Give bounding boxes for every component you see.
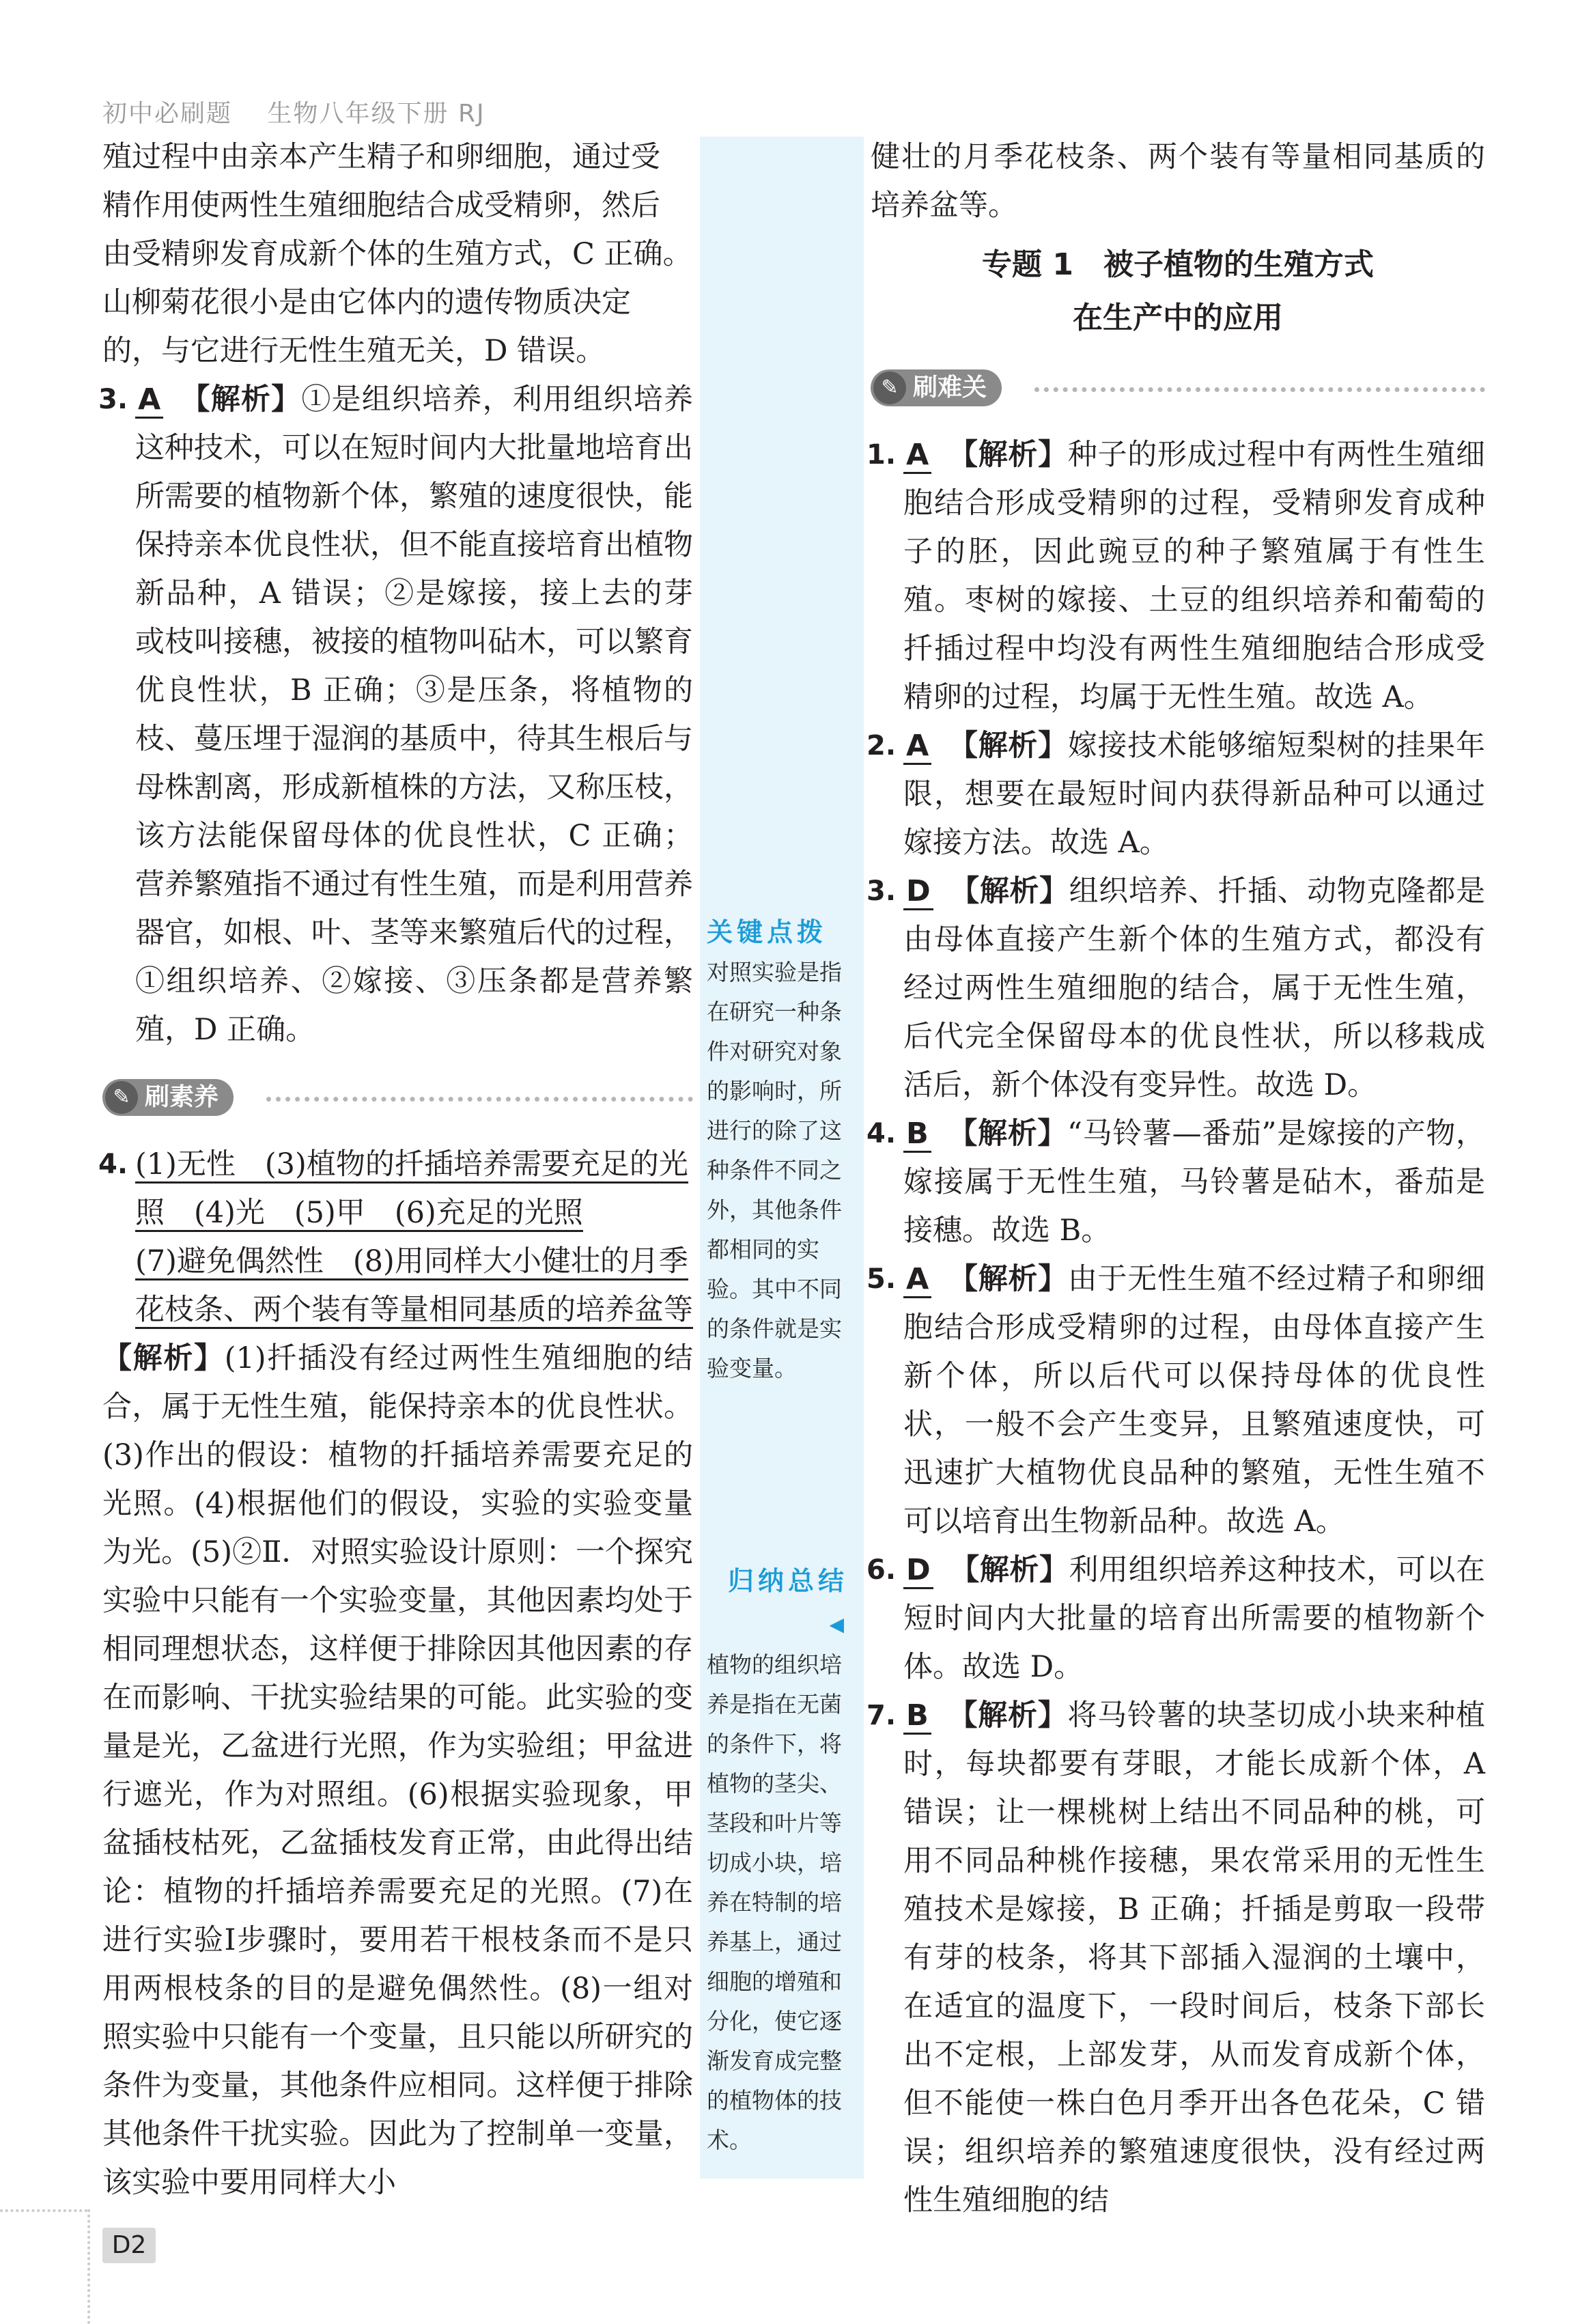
answer-letter: A <box>903 729 931 765</box>
answer-line <box>135 1237 693 1286</box>
answer-item-6 <box>867 1546 1486 1692</box>
analysis-text: 由于无性生殖不经过精子和卵细胞结合形成受精卵的过程，由母体直接产生新个体，所以后代可以保持母体的优良性状，一般不会产生变异，且繁殖速度快，可迅速扩大植物优良品种的繁殖，无性生殖不可以培育出生物新品种。故选 A。 <box>903 1262 1486 1539</box>
analysis-tag: 【解析】 <box>949 1553 1069 1587</box>
analysis-tag: 【解析】 <box>948 438 1068 472</box>
header-subject: 生物八年级下册 <box>267 100 449 128</box>
analysis-text: 利用组织培养这种技术，可以在短时间内大批量的培育出所需要的植物新个体。故选 D。 <box>903 1553 1486 1684</box>
analysis-tag: 【解析】 <box>949 874 1069 908</box>
answer-item-5 <box>867 1255 1486 1546</box>
answer-text: (1)无性 (3)植物的扦插培养需要充足的光 <box>135 1147 688 1184</box>
question-4-analysis <box>102 1334 693 2207</box>
question-number: 1. <box>867 439 897 471</box>
analysis-tag: 【解析】 <box>947 1117 1068 1151</box>
sidebar-heading <box>707 1560 860 1645</box>
section-badge-label: 刷难关 <box>913 374 987 402</box>
section-badge-label: 刷素养 <box>145 1083 219 1111</box>
question-number: 3. <box>98 384 128 415</box>
answer-text: (7)避免偶然性 (8)用同样大小健壮的月季 <box>135 1244 688 1280</box>
right-column <box>867 133 1486 2225</box>
question-number: 2. <box>867 730 897 761</box>
answer-item-2 <box>867 722 1486 867</box>
question-number: 4. <box>867 1118 897 1149</box>
answer-item-4 <box>867 1110 1486 1255</box>
question-number: 5. <box>867 1263 897 1295</box>
page-header <box>102 94 485 129</box>
analysis-tag: 【解析】 <box>948 1262 1068 1296</box>
answer-letter: A <box>903 438 931 474</box>
dotted-divider <box>266 1097 693 1102</box>
section-badge <box>871 369 1002 406</box>
analysis-tag: 【解析】 <box>180 382 302 417</box>
answer-letter: A <box>903 1262 931 1298</box>
intro-line: 山柳菊花很小是由它体内的遗传物质决定 <box>102 285 631 320</box>
answer-letter: B <box>903 1698 931 1735</box>
answer-item-1 <box>867 431 1486 722</box>
answer-line <box>135 1189 693 1237</box>
analysis-text: 组织培养、扦插、动物克隆都是由母体直接产生新个体的生殖方式，都没有经过两性生殖细胞的结合，属于无性生殖，后代完全保留母本的优良性状，所以移栽成活后，新个体没有变异性。故选 D。 <box>903 874 1486 1102</box>
section-badge <box>102 1079 234 1116</box>
arrow-left-icon: ◀ <box>829 1613 848 1636</box>
answer-letter: D <box>903 1553 933 1589</box>
sidebar-text: 对照实验是指在研究一种条件对研究对象的影响时，所进行的除了这种条件不同之外，其他条件都相同的实验。其中不同的条件就是实验变量。 <box>707 959 842 1382</box>
right-intro: 健壮的月季花枝条、两个装有等量相同基质的培养盆等。 <box>871 140 1485 223</box>
page-number: D2 <box>102 2228 156 2263</box>
question-number: 7. <box>867 1700 897 1731</box>
topic-title <box>871 238 1485 345</box>
intro-line: 精作用使两性生殖细胞结合成受精卵，然后 <box>102 188 660 223</box>
intro-line: 殖过程中由亲本产生精子和卵细胞，通过受 <box>102 140 660 174</box>
analysis-text: “马铃薯—番茄”是嫁接的产物，嫁接属于无性生殖，马铃薯是砧木，番茄是接穗。故选 B。 <box>903 1117 1486 1248</box>
sidebar-key-point <box>707 912 860 1388</box>
analysis-tag: 【解析】 <box>947 1698 1068 1733</box>
analysis-tag: 【解析】 <box>102 1341 225 1375</box>
section-bar-nanguan <box>871 365 1485 413</box>
answer-letter: D <box>903 874 933 910</box>
answer-letter: B <box>903 1117 931 1153</box>
question-number: 6. <box>867 1554 897 1586</box>
intro-line: 由受精卵发育成新个体的生殖方式，C 正确。 <box>102 237 692 271</box>
dotted-divider <box>1034 387 1485 392</box>
answer-line <box>135 1286 693 1334</box>
header-edition: RJ <box>457 100 485 128</box>
answer-item-3 <box>867 867 1486 1110</box>
intro-line: 的，与它进行无性生殖无关，D 错误。 <box>102 334 606 368</box>
answer-item-7 <box>867 1692 1485 2225</box>
answer-text: 花枝条、两个装有等量相同基质的培养盆等 <box>135 1293 693 1329</box>
question-number: 3. <box>867 876 897 907</box>
corner-dotted-line <box>87 2209 90 2324</box>
analysis-text: ①是组织培养，利用组织培养这种技术，可以在短时间内大批量地培育出所需要的植物新个体，繁殖的速度很快，能保持亲本优良性状，但不能直接培育出植物新品种，A 错误；②是嫁接，接上去的芽或枝叫接穗，被接的植物叫砧木，可以繁育优良性状，B 正确；③是压条，将植物的枝、蔓压埋于湿润的基质中，待其生根后与母株割离，形成新植株的方法，又称压枝，该方法能保留母体的优良性状，C 正确；营养繁殖指不通过有性生殖，而是利用营养器官，如根、叶、茎等来繁殖后代的过程，①组织培养、②嫁接、③压条都是营养繁殖，D 正确。 <box>135 382 693 1047</box>
brush-icon: ✎ <box>873 372 906 404</box>
question-4 <box>98 1140 693 1334</box>
topic-title-line: 在生产中的应用 <box>1073 300 1283 335</box>
left-intro <box>102 133 693 376</box>
corner-dotted-line <box>0 2209 87 2212</box>
section-bar-suyang <box>102 1075 693 1123</box>
analysis-text: (1)扦插没有经过两性生殖细胞的结合，属于无性生殖，能保持亲本的优良性状。(3)作出的假设：植物的扦插培养需要充足的光照。(4)根据他们的假设，实验的实验变量为光。(5)②Ⅱ．对照实验设计原则：一个探究实验中只能有一个实验变量，其他因素均处于相同理想状态，这样便于排除因其他因素的存在而影响、干扰实验结果的可能。此实验的变量是光，乙盆进行光照，作为实验组；甲盆进行遮光，作为对照组。(6)根据实验现象，甲盆插枝枯死，乙盆插枝发育正常，由此得出结论：植物的扦插培养需要充足的光照。(7)在进行实验Ⅰ步骤时，要用若干根枝条而不是只用两根枝条的目的是避免偶然性。(8)一组对照实验中只能有一个变量，且只能以所研究的条件为变量，其他条件应相同。这样便于排除其他条件干扰实验。因此为了控制单一变量，该实验中要用同样大小 <box>102 1341 693 2200</box>
sidebar-heading: 关键点拨 <box>707 917 828 947</box>
analysis-text: 将马铃薯的块茎切成小块来种植时，每块都要有芽眼，才能长成新个体，A 错误；让一棵桃树上结出不同品种的桃，可用不同品种桃作接穗，果农常采用的无性生殖技术是嫁接，B 正确；扦插是剪取一段带有芽的枝条，将其下部插入湿润的土壤中，在适宜的温度下，一段时间后，枝条下部长出不定根，上部发芽，从而发育成新个体，但不能使一株白色月季开出各色花朵，C 错误；组织培养的繁殖速度很快，没有经过两性生殖细胞的结 <box>903 1698 1485 2217</box>
analysis-tag: 【解析】 <box>948 729 1068 763</box>
brush-icon: ✎ <box>105 1081 138 1114</box>
analysis-text: 种子的形成过程中有两性生殖细胞结合形成受精卵的过程，受精卵发育成种子的胚，因此豌豆的种子繁殖属于有性生殖。枣树的嫁接、土豆的组织培养和葡萄的扦插过程中均没有两性生殖细胞结合形成受精卵的过程，均属于无性生殖。故选 A。 <box>903 438 1486 714</box>
sidebar-text: 植物的组织培养是指在无菌的条件下，将植物的茎尖、茎段和叶片等切成小块，培养在特制的培养基上，通过细胞的增殖和分化，使它逐渐发育成完整的植物体的技术。 <box>707 1651 842 2153</box>
sidebar-summary <box>707 1560 860 2160</box>
topic-title-line: 专题 1 被子植物的生殖方式 <box>982 247 1374 282</box>
answer-line <box>135 1140 693 1189</box>
question-number: 4. <box>98 1149 128 1180</box>
analysis-text: 嫁接技术能够缩短梨树的挂果年限，想要在最短时间内获得新品种可以通过嫁接方法。故选 A。 <box>903 729 1486 860</box>
answer-text: 照 (4)光 (5)甲 (6)充足的光照 <box>135 1196 583 1232</box>
header-book: 初中必刷题 <box>102 100 233 128</box>
left-column <box>98 133 693 2207</box>
question-3 <box>98 376 693 1054</box>
answer-letter: A <box>135 382 163 419</box>
sidebar-heading-text: 归纳总结 <box>727 1566 848 1596</box>
